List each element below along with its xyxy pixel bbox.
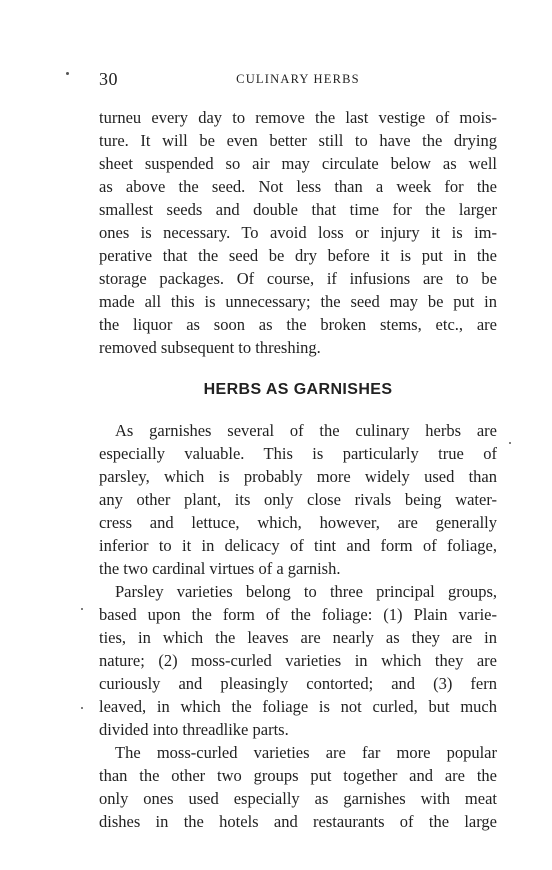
page-speck [81, 707, 83, 709]
text-line: Parsley varieties belong to three principal groups, [115, 582, 497, 601]
text-line: especially valuable. This is particularly true of [99, 444, 497, 463]
text-line: smallest seeds and double that time for the larger [99, 200, 497, 219]
text-line: than the other two groups put together and are the [99, 766, 497, 785]
text-line: ties, in which the leaves are nearly as they are in [99, 628, 497, 647]
section-heading: HERBS AS GARNISHES [203, 381, 393, 398]
text-line: dishes in the hotels and restaurants of the large [99, 812, 497, 831]
running-head: CULINARY HERBS [236, 72, 360, 86]
page-header [99, 69, 497, 91]
paragraph [99, 580, 497, 741]
text-line: storage packages. Of course, if infusions are to be [99, 269, 497, 288]
paragraph [99, 741, 497, 833]
page-number: 30 [99, 69, 118, 89]
text-line: inferior to it in delicacy of tint and form of foliage, [99, 536, 497, 555]
page-speck [66, 72, 69, 75]
text-line: made all this is unnecessary; the seed may be put in [99, 292, 497, 311]
text-line: as above the seed. Not less than a week for the [99, 177, 497, 196]
paragraph [99, 106, 497, 359]
text-line: The moss-curled varieties are far more popular [115, 743, 497, 762]
text-line: the liquor as soon as the broken stems, etc., are [99, 315, 497, 334]
text-line: only ones used especially as garnishes with meat [99, 789, 497, 808]
text-line: divided into threadlike parts. [99, 720, 289, 739]
text-line: ones is necessary. To avoid loss or injury it is im- [99, 223, 497, 242]
text-line: removed subsequent to threshing. [99, 338, 321, 357]
text-line: nature; (2) moss-curled varieties in which they are [99, 651, 497, 670]
text-line: based upon the form of the foliage: (1) Plain varie- [99, 605, 497, 624]
page-speck [81, 608, 83, 610]
text-line: sheet suspended so air may circulate below as well [99, 154, 497, 173]
text-body [99, 106, 497, 833]
text-line: the two cardinal virtues of a garnish. [99, 559, 341, 578]
page-speck [509, 442, 511, 444]
text-line: ture. It will be even better still to have the drying [99, 131, 497, 150]
text-line: As garnishes several of the culinary herbs are [115, 421, 497, 440]
text-line: any other plant, its only close rivals being water- [99, 490, 497, 509]
text-line: curiously and pleasingly contorted; and (3) fern [99, 674, 497, 693]
text-line: turneu every day to remove the last vestige of mois- [99, 108, 497, 127]
text-line: perative that the seed be dry before it is put in the [99, 246, 497, 265]
text-line: cress and lettuce, which, however, are generally [99, 513, 497, 532]
paragraph [99, 419, 497, 580]
text-line: leaved, in which the foliage is not curled, but much [99, 697, 497, 716]
text-line: parsley, which is probably more widely used than [99, 467, 497, 486]
